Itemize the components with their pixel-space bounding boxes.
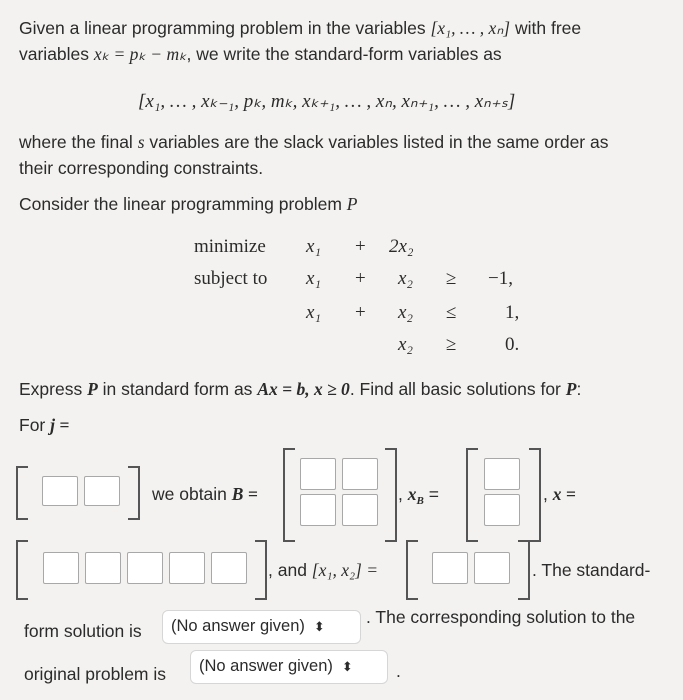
xB-input-2[interactable] (484, 494, 520, 526)
B-input-21[interactable] (300, 494, 336, 526)
c2-rhs: 1, (505, 302, 520, 323)
c1-x1: x₁ (306, 268, 322, 289)
obj-x1: x₁ (306, 236, 322, 257)
c1-x2: x₂ (398, 268, 414, 289)
we-obtain-text (152, 483, 258, 505)
for-j-text: For (19, 415, 51, 435)
xB-equals: = (423, 484, 439, 504)
intro-vars: [x₁, … , xₙ] (430, 18, 511, 38)
intro-text: with free (510, 18, 582, 38)
x1x2-input-2[interactable] (474, 552, 510, 584)
c3-relation: ≥ (446, 334, 457, 355)
problem-P: P (87, 379, 98, 399)
xB-x: x (407, 484, 417, 504)
c2-x2: x₂ (398, 302, 414, 323)
j-bracket-right (128, 466, 140, 520)
the-standard-text: . The standard- (532, 560, 651, 580)
c3-x2: x₂ (398, 334, 414, 355)
minimize-label: minimize (194, 236, 266, 257)
xB-sub: B (416, 495, 424, 507)
for-j-line (19, 414, 69, 436)
x-equals: x = (552, 484, 576, 504)
obj-x2: 2x₂ (389, 236, 414, 257)
x-input-4[interactable] (169, 552, 205, 584)
c2-x1: x₁ (306, 302, 322, 323)
c3-rhs: 0. (505, 334, 520, 355)
and-text: and (277, 560, 312, 580)
x1x2-bracket-left (406, 540, 418, 600)
x1x2-bracket-right (518, 540, 530, 600)
c2-plus: + (355, 302, 366, 323)
select2-value: (No answer given) (199, 657, 333, 675)
c2-relation: ≤ (446, 302, 457, 323)
express-text: . Find all basic solutions for (349, 379, 566, 399)
intro-text: , we write the standard-form variables as (186, 44, 502, 64)
subject-to-label: subject to (194, 268, 268, 289)
B-equals: B = (231, 484, 258, 504)
j-input-2[interactable] (84, 476, 120, 506)
x1x2-equals: [x₁, x₂] = (311, 560, 379, 580)
express-text: Express (19, 379, 88, 399)
express-text: : (576, 379, 582, 399)
B-input-22[interactable] (342, 494, 378, 526)
B-bracket-left (283, 448, 295, 542)
standard-form-equation: Ax = b, x ≥ 0 (257, 379, 350, 399)
x-input-3[interactable] (127, 552, 163, 584)
xB-bracket-left (466, 448, 478, 542)
slack-text: variables are the slack variables listed in the same order as (144, 132, 609, 152)
x-input-2[interactable] (85, 552, 121, 584)
select1-value: (No answer given) (171, 617, 305, 635)
B-input-11[interactable] (300, 458, 336, 490)
x1x2-input-1[interactable] (432, 552, 468, 584)
c1-relation: ≥ (446, 268, 457, 289)
corresponding-text: . The corresponding solution to the (366, 607, 636, 627)
consider-line (19, 193, 358, 215)
standard-form-solution-select[interactable] (162, 610, 361, 644)
free-var-equation: xₖ = pₖ − mₖ (93, 44, 187, 64)
j-bracket-left (16, 466, 28, 520)
xB-label: , $x_B$ = (398, 484, 439, 507)
x-input-5[interactable] (211, 552, 247, 584)
B-input-12[interactable] (342, 458, 378, 490)
express-text: in standard form as (97, 379, 258, 399)
slack-s: s (137, 132, 145, 152)
form-solution-text: form solution is (24, 621, 142, 641)
obj-plus: + (355, 236, 366, 257)
x-input-1[interactable] (43, 552, 79, 584)
j-input-1[interactable] (42, 476, 78, 506)
c1-plus: + (355, 268, 366, 289)
intro-line-2 (19, 43, 502, 65)
consider-text: Consider the linear programming problem (19, 194, 347, 214)
x-bracket-left (16, 540, 28, 600)
B-bracket-right (385, 448, 397, 542)
xB-bracket-right (529, 448, 541, 542)
xB-input-1[interactable] (484, 458, 520, 490)
standard-form-vector: [x₁, … , xₖ₋₁, pₖ, mₖ, xₖ₊₁, … , xₙ, xₙ₊₁, … , xₙ₊ₛ] (138, 91, 516, 112)
updown-chevron-icon: ⬍ (341, 659, 353, 674)
problem-P: P (565, 379, 577, 399)
original-solution-select[interactable] (190, 650, 388, 684)
original-text: original problem is (24, 664, 167, 684)
c1-rhs: −1, (488, 268, 513, 289)
intro-line-1 (19, 17, 581, 39)
intro-text: variables (19, 44, 94, 64)
slack-line-1 (19, 131, 608, 153)
problem-P: P (346, 194, 358, 214)
x-label: , x = (543, 484, 576, 504)
intro-text: Given a linear programming problem in the variables (19, 18, 431, 38)
j-equals: j = (50, 415, 70, 435)
we-obtain-label: we obtain (152, 484, 232, 504)
slack-text: where the final (19, 132, 138, 152)
slack-line-2: their corresponding constraints. (19, 158, 264, 178)
final-period: . (396, 661, 401, 681)
updown-chevron-icon: ⬍ (313, 619, 325, 634)
and-x1x2-label: , and [x₁, x₂] = (268, 560, 379, 580)
x-bracket-right (255, 540, 267, 600)
express-line (19, 378, 581, 400)
